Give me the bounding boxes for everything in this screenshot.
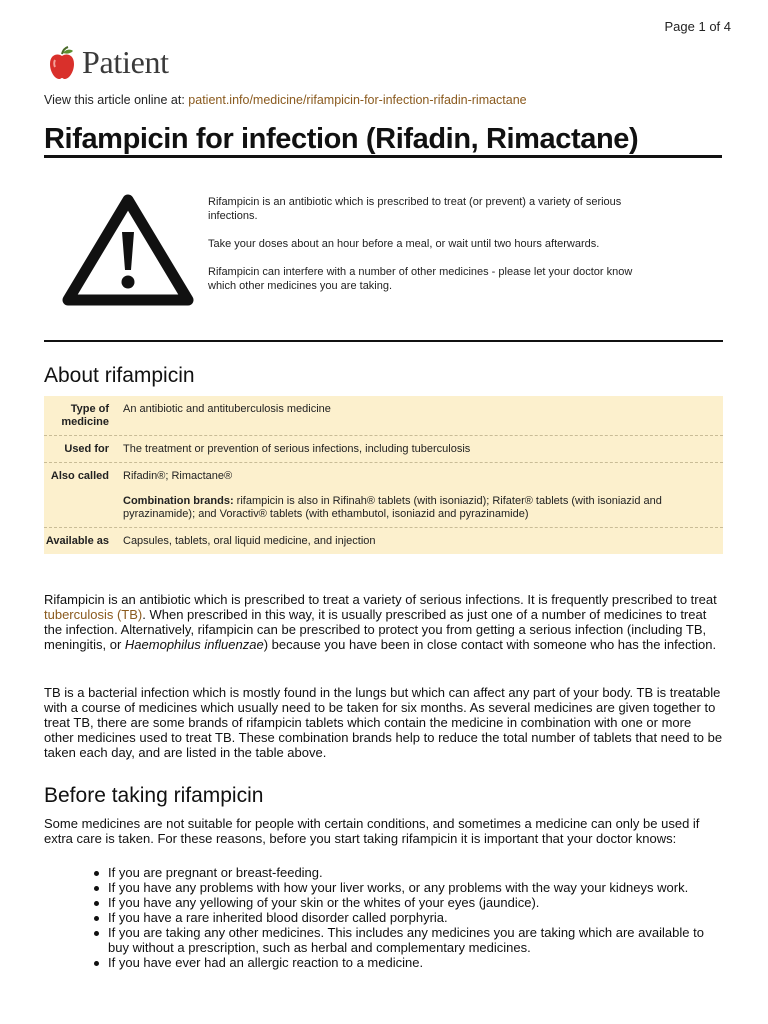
page-number: Page 1 of 4 — [664, 19, 731, 34]
online-link-line — [44, 93, 527, 107]
table-row — [44, 528, 723, 554]
intro-paragraph: Rifampicin is an antibiotic which is prescribed to treat (or prevent) a variety of serious infections. — [208, 196, 622, 222]
italic-term: Haemophilus influenzae — [124, 637, 264, 652]
text-run: . When prescribed in this way, it is usually prescribed as just one of a number of medicines to treat the infection. Alternatively, rifampicin can be prescribed to protect you from getting a serious infection (including TB, meningitis, or — [44, 607, 707, 652]
body-paragraph-1 — [44, 592, 724, 652]
before-heading: Before taking rifampicin — [44, 784, 264, 807]
row-label: Used for — [64, 443, 109, 455]
row-label: Also called — [50, 470, 109, 482]
row-value-text: Capsules, tablets, oral liquid medicine, and injection — [123, 535, 376, 547]
row-value-text: An antibiotic and antituberculosis medicine — [123, 403, 331, 415]
section-divider — [44, 340, 723, 342]
list-item: If you have any yellowing of your skin or the whites of your eyes (jaundice). — [108, 895, 726, 910]
before-intro: Some medicines are not suitable for people with certain conditions, and sometimes a medicine can only be used if extra care is taken. For these reasons, before you start taking rifampicin it is important that your doctor knows: — [44, 816, 700, 846]
apple-icon — [46, 45, 78, 81]
warning-triangle-icon — [62, 194, 194, 308]
page-title: Rifampicin for infection (Rifadin, Rimactane) — [44, 123, 639, 155]
article-url-link[interactable]: patient.info/medicine/rifampicin-for-infection-rifadin-rimactane — [188, 93, 527, 107]
row-label: Available as — [45, 535, 109, 547]
patient-logo[interactable] — [46, 44, 169, 81]
list-item: If you have ever had an allergic reaction to a medicine. — [108, 955, 726, 970]
before-list — [108, 865, 726, 970]
intro-paragraph: Take your doses about an hour before a meal, or wait until two hours afterwards. — [208, 238, 600, 250]
row-value — [123, 535, 723, 548]
list-item: If you are taking any other medicines. This includes any medicines you are taking which are available to buy without a prescription, such as herbal and complementary medicines. — [108, 925, 726, 955]
list-item: If you have a rare inherited blood disorder called porphyria. — [108, 910, 726, 925]
about-heading: About rifampicin — [44, 364, 195, 387]
row-value-text: Rifadin®; Rimactane® — [123, 470, 233, 482]
row-value — [123, 470, 723, 521]
table-row — [44, 436, 723, 463]
tuberculosis-link[interactable]: tuberculosis (TB) — [44, 607, 143, 622]
table-row — [44, 463, 723, 528]
combination-brands — [123, 495, 707, 521]
brand-name: Patient — [82, 44, 169, 80]
row-value — [123, 403, 723, 429]
list-item: If you are pregnant or breast-feeding. — [108, 865, 726, 880]
combination-label: Combination brands: — [123, 495, 234, 507]
text-run: ) because you have been in close contact with someone who has the infection. — [263, 637, 717, 652]
row-value — [123, 443, 723, 456]
row-value-text: The treatment or prevention of serious infections, including tuberculosis — [123, 443, 471, 455]
about-table — [44, 396, 723, 554]
online-prefix: View this article online at: — [44, 93, 189, 107]
intro-paragraph: Rifampicin can interfere with a number of other medicines - please let your doctor know which other medicines you are taking. — [208, 266, 633, 292]
list-item: If you have any problems with how your liver works, or any problems with the way your kidneys work. — [108, 880, 726, 895]
text-run: Rifampicin is an antibiotic which is prescribed to treat a variety of serious infections. It is frequently prescribed to treat — [44, 592, 717, 607]
table-row — [44, 396, 723, 436]
title-underline — [44, 155, 722, 158]
body-paragraph-2: TB is a bacterial infection which is mostly found in the lungs but which can affect any part of your body. TB is treatable with a course of medicines which usually need to be taken for six months. As several medicines are given together to treat TB, there are some brands of rifampicin tablets which contain the medicine in combination with one or more other medicines used to treat TB. These combination brands help to reduce the total number of tablets that need to be taken each day, and are listed in the table above. — [44, 685, 723, 760]
combination-text: rifampicin is also in Rifinah® tablets (with isoniazid); Rifater® tablets (with isoniazid and pyrazinamide); and Voractiv® tablets (with ethambutol, isoniazid and pyrazinamide) — [123, 495, 662, 520]
intro-summary — [208, 195, 653, 307]
row-label: Type of medicine — [61, 403, 109, 428]
